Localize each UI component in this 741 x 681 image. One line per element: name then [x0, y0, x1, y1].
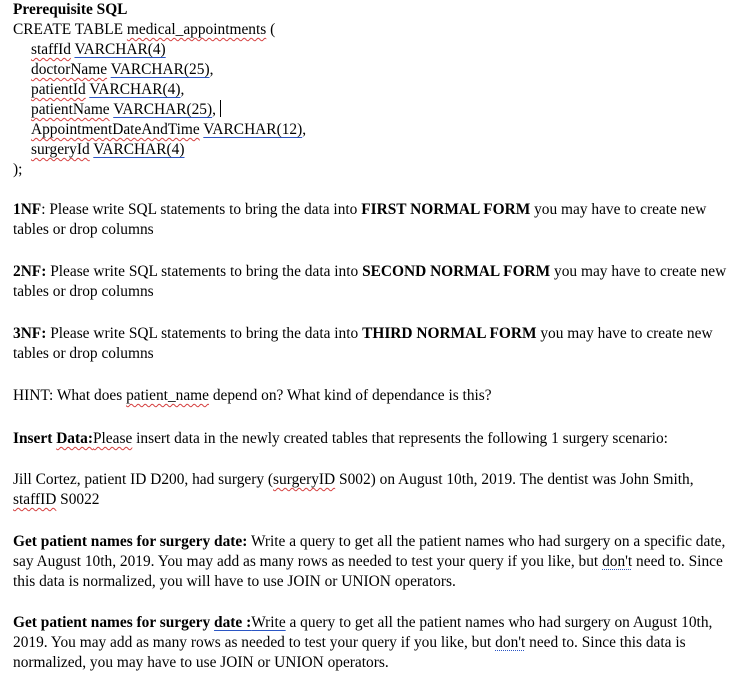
query1-text: Write a query to get all the patient names who had surgery on a specific date, say August 10th, 2019. You may add as many rows as needed to test your query if you like, but — [13, 533, 726, 570]
query2-paragraph — [13, 613, 733, 673]
scenario-paragraph — [13, 470, 733, 510]
column-type: VARCHAR(12) — [203, 121, 303, 138]
column-separator: , — [302, 121, 307, 138]
nf3-text-end: you may have to create new tables or drop columns — [13, 325, 713, 362]
column-name: doctorName — [31, 61, 108, 78]
column-def — [13, 80, 733, 100]
query2-label-date: date : — [214, 614, 252, 631]
query1-word: don't — [602, 553, 633, 570]
hint-text-end: depend on? What kind of dependance is this? — [208, 387, 492, 404]
insert-text: insert data in the newly created tables that represents the following 1 surgery scenario: — [132, 430, 668, 447]
column-separator: , — [180, 81, 185, 98]
scenario-staff-id: staffID — [13, 491, 57, 508]
scenario-text: Jill Cortez, patient ID D200, had surgery ( — [13, 471, 274, 488]
query2-text: a query to get all the patient names who had surgery on August 10th, 2019. You may add as many rows as needed to test your query if you like, but — [13, 614, 713, 651]
nf3-bold: THIRD NORMAL FORM — [362, 325, 537, 342]
column-type: VARCHAR(4) — [93, 141, 185, 158]
query2-text-end: need to. Since this data is normalized, you may have to use JOIN or UNION operators. — [13, 634, 686, 671]
nf2-text: Please write SQL statements to bring the data into — [46, 263, 363, 280]
table-name: medical_appointments — [126, 21, 267, 38]
nf3-paragraph — [13, 324, 733, 364]
query2-write-word: Write — [251, 614, 286, 631]
column-name: staffId — [31, 41, 71, 58]
column-separator: , — [212, 101, 216, 118]
nf1-label: 1NF — [13, 201, 42, 218]
section-title: Prerequisite SQL — [13, 1, 128, 18]
column-type: VARCHAR(4) — [89, 81, 181, 98]
nf3-label: 3NF: — [13, 325, 47, 342]
create-keyword: CREATE TABLE — [13, 21, 127, 38]
query1-label: Get patient names for surgery date: — [13, 533, 248, 550]
nf2-bold: SECOND NORMAL FORM — [362, 263, 551, 280]
column-def — [13, 60, 733, 80]
query2-label: Get patient names for surgery — [13, 614, 215, 631]
nf2-paragraph — [13, 262, 733, 302]
column-separator: , — [209, 61, 214, 78]
column-name: patientName — [31, 101, 110, 118]
hint-paragraph — [13, 386, 733, 406]
column-def — [13, 140, 733, 160]
scenario-text-mid: S002) on August 10th, 2019. The dentist was John Smith, — [335, 471, 694, 488]
open-paren: ( — [266, 21, 276, 38]
insert-label: Insert — [13, 430, 57, 447]
nf1-paragraph — [13, 200, 733, 240]
query1-paragraph — [13, 532, 733, 592]
query2-word: don't — [495, 634, 526, 651]
insert-paragraph — [13, 429, 741, 449]
column-def — [13, 40, 733, 60]
nf2-text-end: you may have to create new tables or drop columns — [13, 263, 727, 300]
scenario-text-end: S0022 — [56, 491, 100, 508]
column-type: VARCHAR(4) — [74, 41, 166, 58]
nf1-text-end: you may have to create new tables or drop columns — [13, 201, 707, 238]
scenario-surgery-id: surgeryID — [273, 471, 336, 488]
column-type: VARCHAR(25) — [110, 61, 210, 78]
column-name: AppointmentDateAndTime — [31, 121, 200, 138]
query1-text-end: need to. Since this data is normalized, you will have to use JOIN or UNION operators. — [13, 553, 723, 590]
text-cursor — [220, 100, 221, 117]
column-name: surgeryId — [31, 141, 90, 158]
column-type: VARCHAR(25) — [113, 101, 213, 118]
nf1-bold: FIRST NORMAL FORM — [361, 201, 531, 218]
column-def — [13, 100, 733, 120]
column-name: patientId — [31, 81, 86, 98]
hint-text: HINT: What does — [13, 387, 127, 404]
hint-word: patient_name — [126, 387, 209, 404]
insert-word: Please — [92, 430, 133, 447]
column-def — [13, 120, 733, 140]
create-table-line — [13, 20, 733, 40]
insert-label-data: Data: — [56, 430, 93, 447]
close-paren-line: ); — [13, 161, 23, 178]
nf2-label: 2NF: — [13, 263, 47, 280]
nf3-text: Please write SQL statements to bring the data into — [46, 325, 363, 342]
sql-block — [13, 20, 733, 180]
nf1-text: : Please write SQL statements to bring the data into — [41, 201, 362, 218]
